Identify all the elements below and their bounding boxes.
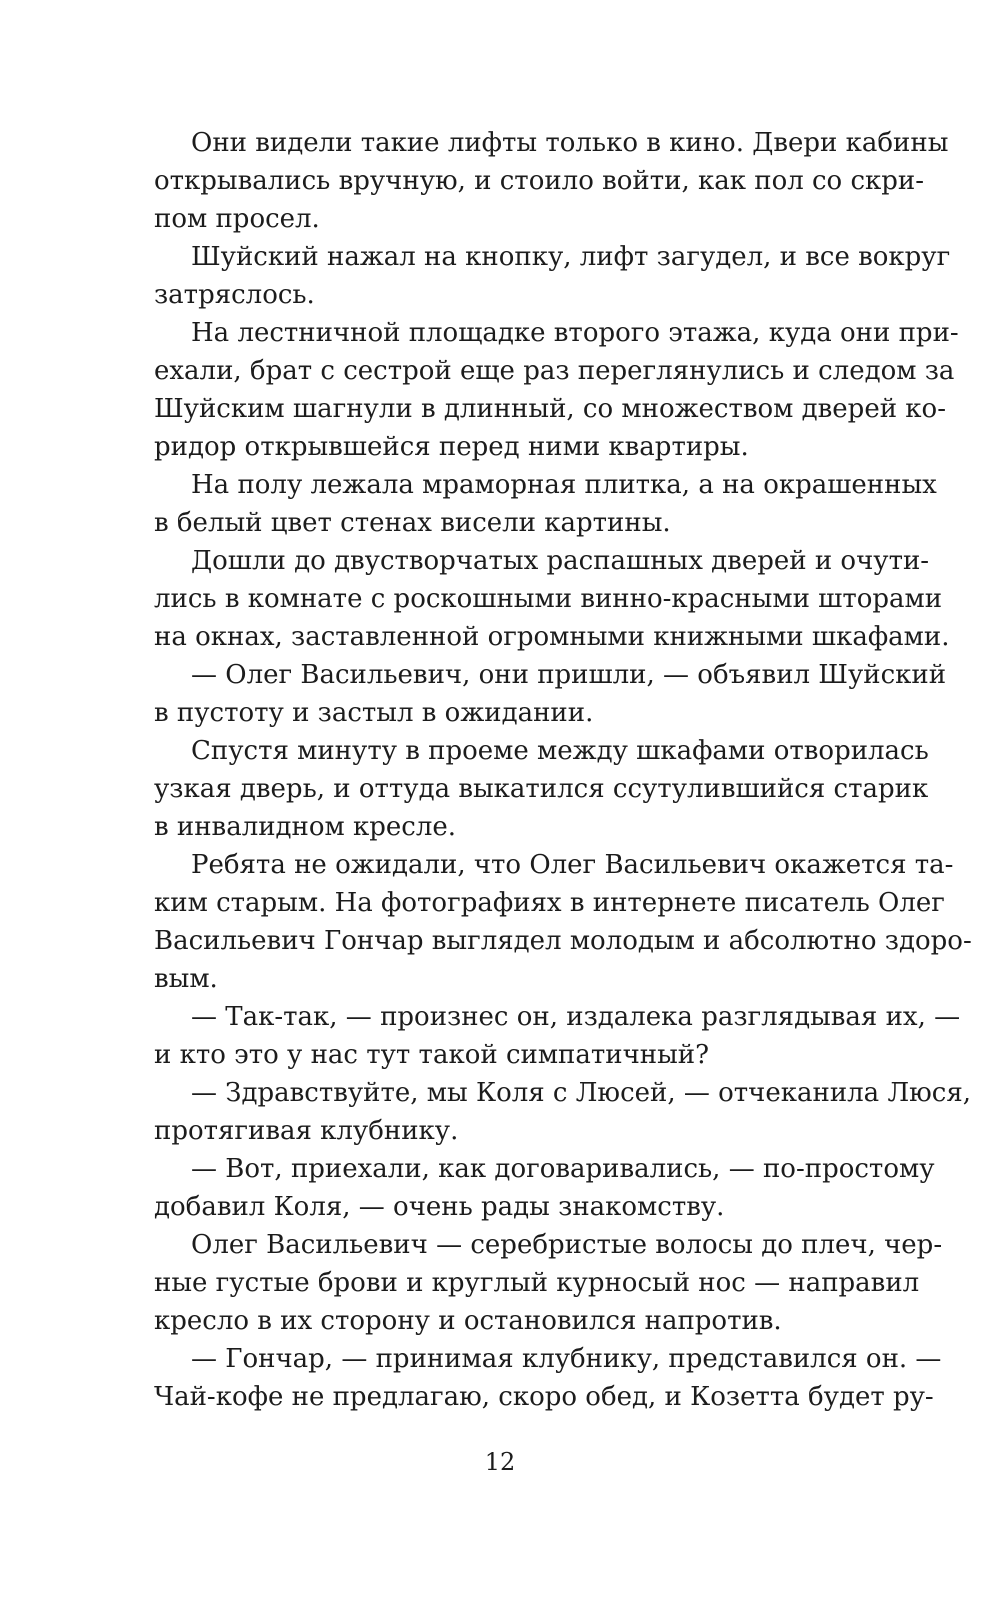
text-line: ким старым. На фотографиях в интернете писатель Олег: [154, 888, 945, 918]
text-line: ные густые брови и круглый курносый нос — направил: [154, 1268, 920, 1298]
text-line: На лестничной площадке второго этажа, куда они при-: [191, 318, 959, 348]
paragraph: [154, 1340, 942, 1416]
paragraph: [154, 314, 959, 466]
text-line: — Олег Васильевич, они пришли, — объявил Шуйский: [191, 660, 947, 690]
text-line: Васильевич Гончар выглядел молодым и абсолютно здоро-: [154, 926, 972, 956]
paragraph: [154, 998, 961, 1074]
text-line: Они видели такие лифты только в кино. Двери кабины: [191, 128, 949, 158]
text-line: лись в комнате с роскошными винно-красными шторами: [154, 584, 943, 614]
paragraph: [154, 238, 951, 314]
text-line: Чай-кофе не предлагаю, скоро обед, и Козетта будет ру-: [154, 1382, 934, 1412]
text-line: — Так-так, — произнес он, издалека разглядывая их, —: [191, 1002, 961, 1032]
text-line: — Вот, приехали, как договаривались, — по-простому: [191, 1154, 935, 1184]
text-line: протягивая клубнику.: [154, 1116, 459, 1146]
text-line: Олег Васильевич — серебристые волосы до плеч, чер-: [191, 1230, 943, 1260]
body-text: [154, 124, 972, 1416]
paragraph: [154, 466, 937, 542]
paragraph: [154, 1226, 943, 1340]
page-number: 12: [484, 1448, 516, 1476]
text-line: Шуйский нажал на кнопку, лифт загудел, и все вокруг: [191, 242, 951, 272]
text-line: На полу лежала мраморная плитка, а на окрашенных: [191, 470, 937, 500]
text-line: и кто это у нас тут такой симпатичный?: [154, 1040, 710, 1070]
text-line: вым.: [154, 964, 218, 994]
paragraph: [154, 846, 972, 998]
text-line: на окнах, заставленной огромными книжными шкафами.: [154, 622, 950, 652]
text-line: Ребята не ожидали, что Олег Васильевич окажется та-: [191, 850, 954, 880]
paragraph: [154, 1074, 971, 1150]
text-line: — Гончар, — принимая клубнику, представился он. —: [191, 1344, 942, 1374]
text-line: в белый цвет стенах висели картины.: [154, 508, 671, 538]
text-line: открывались вручную, и стоило войти, как пол со скри-: [154, 166, 925, 196]
paragraph: [154, 542, 950, 656]
text-line: ехали, брат с сестрой еще раз переглянулись и следом за: [154, 356, 955, 386]
text-line: — Здравствуйте, мы Коля с Люсей, — отчеканила Люся,: [191, 1078, 971, 1108]
text-line: ридор открывшейся перед ними квартиры.: [154, 432, 749, 462]
text-line: Спустя минуту в проеме между шкафами отворилась: [191, 736, 929, 766]
text-line: Дошли до двустворчатых распашных дверей и очути-: [191, 546, 930, 576]
paragraph: [154, 1150, 935, 1226]
paragraph: [154, 124, 949, 238]
text-line: в инвалидном кресле.: [154, 812, 457, 842]
paragraph: [154, 732, 929, 846]
text-line: добавил Коля, — очень рады знакомству.: [154, 1192, 725, 1222]
text-line: узкая дверь, и оттуда выкатился ссутулившийся старик: [154, 774, 929, 804]
paragraph: [154, 656, 947, 732]
text-line: в пустоту и застыл в ожидании.: [154, 698, 594, 728]
text-line: затряслось.: [154, 280, 315, 310]
text-line: пом просел.: [154, 204, 320, 234]
text-line: кресло в их сторону и остановился напротив.: [154, 1306, 782, 1336]
text-line: Шуйским шагнули в длинный, со множеством дверей ко-: [154, 394, 946, 424]
